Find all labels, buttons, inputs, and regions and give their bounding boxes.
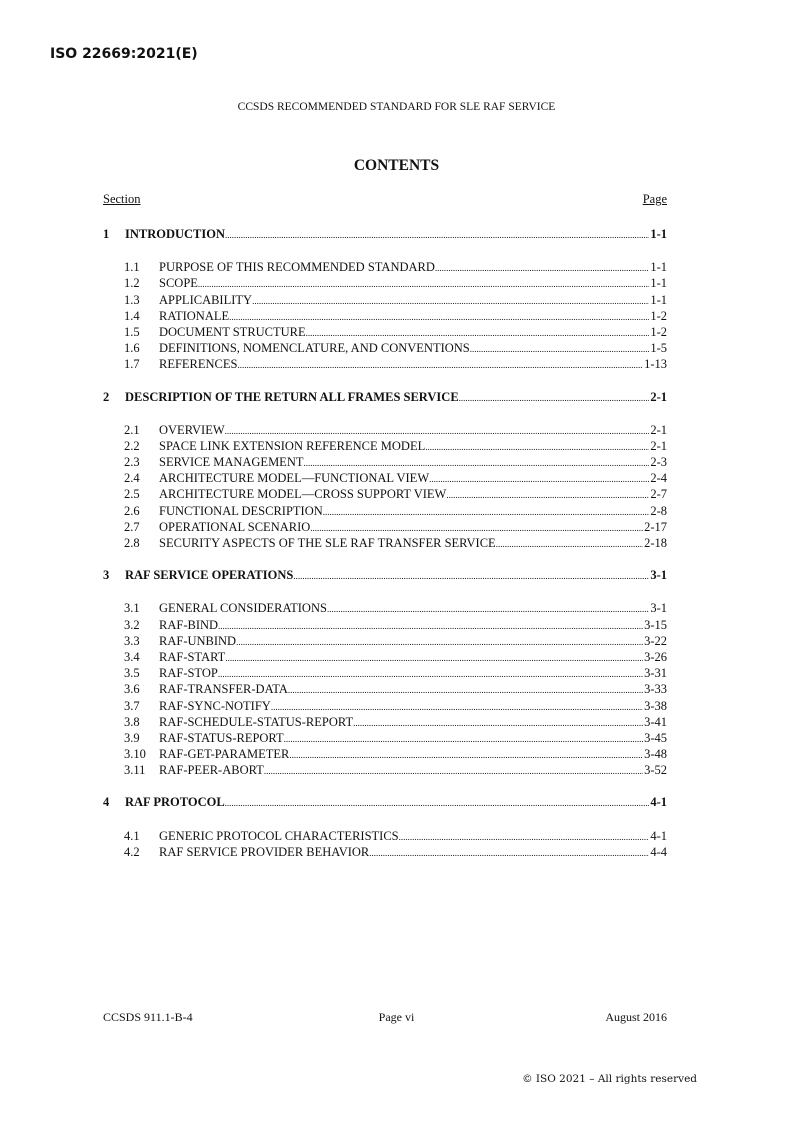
toc-leader-dots (303, 454, 649, 471)
toc-section-number: 3.1 (124, 601, 140, 616)
toc-section-title: FUNCTIONAL DESCRIPTION (159, 503, 323, 518)
toc-section-entry[interactable] (103, 454, 667, 470)
toc-page-number: 1-1 (650, 276, 667, 291)
toc-section-title: RAF SERVICE PROVIDER BEHAVIOR (159, 844, 370, 859)
toc-section-number: 3.10 (124, 747, 146, 762)
toc-chapter-number: 1 (103, 227, 110, 241)
toc-section-title: APPLICABILITY (159, 292, 253, 307)
toc-section-title: DOCUMENT STRUCTURE (159, 324, 306, 339)
toc-leader-dots (252, 292, 649, 309)
toc-page-number: 1-2 (650, 308, 667, 323)
toc-section-number: 2.4 (124, 471, 140, 486)
toc-section-number: 4.1 (124, 828, 140, 843)
toc-chapter-number: 4 (103, 795, 110, 810)
toc-page-number: 2-3 (650, 455, 667, 470)
toc-section-number: 3.6 (124, 682, 140, 697)
toc-section-number: 3.4 (124, 649, 140, 664)
toc-section-entry[interactable] (103, 698, 667, 714)
toc-section-entry[interactable] (103, 470, 667, 486)
toc-page-number: 3-15 (644, 617, 667, 632)
toc-page-number: 1-1 (650, 227, 667, 241)
toc-leader-dots (238, 356, 644, 373)
toc-section-title: OVERVIEW (159, 422, 225, 437)
toc-section-title: RAF-TRANSFER-DATA (159, 682, 288, 697)
toc-section-number: 2.1 (124, 422, 140, 437)
toc-section-entry[interactable] (103, 681, 667, 697)
toc-section-entry[interactable] (103, 714, 667, 730)
toc-leader-dots (229, 308, 649, 325)
toc-section-entry[interactable] (103, 535, 667, 551)
toc-chapter-title: INTRODUCTION (125, 227, 226, 241)
toc-section-entry[interactable] (103, 617, 667, 633)
toc-chapter-title: RAF PROTOCOL (125, 795, 225, 810)
toc-section-number: 2.6 (124, 503, 140, 518)
toc-section-number: 3.5 (124, 666, 140, 681)
toc-page-number: 3-33 (644, 682, 667, 697)
toc-section-entry[interactable] (103, 438, 667, 454)
toc-page-number: 1-1 (650, 260, 667, 275)
toc-chapter-entry[interactable] (103, 389, 667, 405)
toc-section-entry[interactable] (103, 519, 667, 535)
toc-leader-dots (496, 535, 643, 552)
toc-section-entry[interactable] (103, 308, 667, 324)
toc-section-title: PURPOSE OF THIS RECOMMENDED STANDARD (159, 260, 435, 275)
toc-leader-dots (225, 422, 650, 439)
toc-section-number: 1.2 (124, 276, 140, 291)
toc-leader-dots (289, 746, 643, 763)
toc-page-number: 2-1 (650, 389, 667, 404)
toc-leader-dots (435, 259, 649, 276)
toc-leader-dots (327, 600, 649, 617)
toc-page-number: 3-38 (644, 698, 667, 713)
toc-leader-dots (264, 762, 643, 779)
toc-section-number: 2.5 (124, 487, 140, 502)
toc-section-title: SCOPE (159, 276, 198, 291)
toc-page-number: 1-1 (650, 292, 667, 307)
toc-section-entry[interactable] (103, 275, 667, 291)
toc-page-number: 3-1 (650, 601, 667, 616)
toc-leader-dots (293, 567, 649, 584)
toc-leader-dots (236, 633, 643, 650)
section-column-header: Section (103, 192, 141, 206)
toc-leader-dots (323, 503, 650, 520)
toc-chapter-entry[interactable] (103, 226, 667, 242)
toc-page-number: 2-1 (650, 438, 667, 453)
toc-section-title: RAF-BIND (159, 617, 219, 632)
toc-section-number: 1.7 (124, 357, 140, 372)
toc-section-number: 3.11 (124, 763, 146, 778)
toc-section-number: 1.3 (124, 292, 140, 307)
toc-section-entry[interactable] (103, 259, 667, 275)
toc-leader-dots (310, 519, 643, 536)
toc-section-title: SPACE LINK EXTENSION REFERENCE MODEL (159, 438, 426, 453)
toc-section-number: 1.4 (124, 308, 140, 323)
toc-section-entry[interactable] (103, 665, 667, 681)
toc-section-title: GENERAL CONSIDERATIONS (159, 601, 327, 616)
toc-section-entry[interactable] (103, 844, 667, 860)
toc-section-entry[interactable] (103, 633, 667, 649)
toc-leader-dots (306, 324, 650, 341)
toc-section-number: 3.9 (124, 730, 140, 745)
page-title: CONTENTS (353, 157, 440, 174)
toc-leader-dots (399, 828, 650, 845)
toc-section-title: ARCHITECTURE MODEL—FUNCTIONAL VIEW (159, 471, 430, 486)
toc-page-number: 3-22 (644, 633, 667, 648)
toc-page-number: 3-1 (650, 568, 667, 583)
toc-section-number: 3.7 (124, 698, 140, 713)
toc-section-entry[interactable] (103, 356, 667, 372)
toc-section-title: RAF-STOP (159, 666, 218, 681)
toc-section-title: OPERATIONAL SCENARIO (159, 519, 311, 534)
toc-section-entry[interactable] (103, 324, 667, 340)
toc-section-number: 3.3 (124, 633, 140, 648)
toc-section-entry[interactable] (103, 649, 667, 665)
toc-leader-dots (459, 389, 650, 406)
toc-page-number: 2-7 (650, 487, 667, 502)
toc-page-number: 3-45 (644, 730, 667, 745)
toc-leader-dots (271, 698, 643, 715)
iso-document-code: ISO 22669:2021(E) (50, 46, 198, 62)
toc-section-number: 4.2 (124, 844, 140, 859)
toc-leader-dots (446, 486, 649, 503)
copyright-notice: © ISO 2021 – All rights reserved (522, 1073, 697, 1085)
toc-section-entry[interactable] (103, 340, 667, 356)
toc-section-title: GENERIC PROTOCOL CHARACTERISTICS (159, 828, 399, 843)
toc-page-number: 2-17 (644, 519, 667, 534)
toc-leader-dots (218, 665, 643, 682)
toc-leader-dots (288, 681, 643, 698)
toc-page-number: 3-31 (644, 666, 667, 681)
toc-section-number: 2.2 (124, 438, 140, 453)
table-of-contents (103, 226, 667, 876)
toc-section-entry[interactable] (103, 746, 667, 762)
toc-leader-dots (470, 340, 650, 357)
toc-page-number: 2-1 (650, 422, 667, 437)
toc-leader-dots (284, 730, 643, 747)
footer-document-id: CCSDS 911.1-B-4 (103, 1010, 193, 1024)
toc-section-title: RAF-START (159, 649, 226, 664)
toc-chapter-title: DESCRIPTION OF THE RETURN ALL FRAMES SERVICE (125, 389, 459, 404)
toc-section-entry[interactable] (103, 503, 667, 519)
toc-section-number: 2.8 (124, 536, 140, 550)
toc-section-number: 2.3 (124, 455, 140, 470)
toc-chapter-number: 3 (103, 568, 110, 583)
toc-section-entry[interactable] (103, 600, 667, 616)
toc-section-title: RATIONALE (159, 308, 230, 323)
footer-date: August 2016 (605, 1010, 667, 1024)
toc-page-number: 2-4 (650, 471, 667, 486)
toc-section-title: RAF-GET-PARAMETER (159, 747, 290, 762)
running-header: CCSDS RECOMMENDED STANDARD FOR SLE RAF SERVICE (237, 101, 556, 113)
toc-leader-dots (198, 275, 649, 292)
toc-chapter-number: 2 (103, 389, 110, 404)
toc-page-number: 1-5 (650, 341, 667, 356)
toc-chapter-title: RAF SERVICE OPERATIONS (125, 568, 294, 583)
toc-section-title: SECURITY ASPECTS OF THE SLE RAF TRANSFER SERVICE (159, 536, 496, 550)
toc-leader-dots (218, 617, 643, 634)
toc-section-title: DEFINITIONS, NOMENCLATURE, AND CONVENTIONS (159, 341, 470, 356)
toc-page-number: 2-18 (644, 536, 667, 550)
toc-leader-dots (353, 714, 643, 731)
toc-section-number: 1.5 (124, 324, 140, 339)
toc-section-title: RAF-PEER-ABORT (159, 763, 264, 778)
toc-section-title: RAF-UNBIND (159, 633, 237, 648)
toc-page-number: 3-52 (644, 763, 667, 778)
toc-leader-dots (225, 226, 649, 243)
footer-page-label: Page vi (378, 1010, 415, 1024)
toc-section-title: RAF-STATUS-REPORT (159, 730, 284, 745)
toc-section-number: 1.1 (124, 260, 140, 275)
page-column-header: Page (642, 192, 667, 206)
toc-section-entry[interactable] (103, 762, 667, 778)
toc-section-number: 2.7 (124, 519, 140, 534)
toc-page-number: 4-1 (650, 828, 667, 843)
toc-section-title: ARCHITECTURE MODEL—CROSS SUPPORT VIEW (159, 487, 447, 502)
toc-page-number: 4-4 (650, 844, 667, 859)
toc-page-number: 3-26 (644, 649, 667, 664)
toc-page-number: 3-48 (644, 747, 667, 762)
toc-page-number: 1-13 (644, 357, 667, 372)
toc-section-entry[interactable] (103, 730, 667, 746)
toc-chapter-entry[interactable] (103, 794, 667, 810)
toc-page-number: 1-2 (650, 324, 667, 339)
toc-section-entry[interactable] (103, 292, 667, 308)
toc-section-number: 3.8 (124, 714, 140, 729)
toc-page-number: 2-8 (650, 503, 667, 518)
toc-section-entry[interactable] (103, 422, 667, 438)
toc-leader-dots (369, 844, 649, 861)
toc-leader-dots (225, 649, 643, 666)
toc-section-title: REFERENCES (159, 357, 238, 372)
toc-section-number: 3.2 (124, 617, 140, 632)
toc-section-number: 1.6 (124, 341, 140, 356)
toc-section-title: RAF-SCHEDULE-STATUS-REPORT (159, 714, 354, 729)
toc-section-entry[interactable] (103, 486, 667, 502)
toc-leader-dots (425, 438, 649, 455)
toc-page-number: 4-1 (650, 795, 667, 810)
toc-section-title: SERVICE MANAGEMENT (159, 455, 304, 470)
toc-leader-dots (429, 470, 649, 487)
toc-section-title: RAF-SYNC-NOTIFY (159, 698, 271, 713)
toc-leader-dots (225, 794, 650, 811)
toc-chapter-entry[interactable] (103, 567, 667, 583)
toc-page-number: 3-41 (644, 714, 667, 729)
toc-section-entry[interactable] (103, 828, 667, 844)
